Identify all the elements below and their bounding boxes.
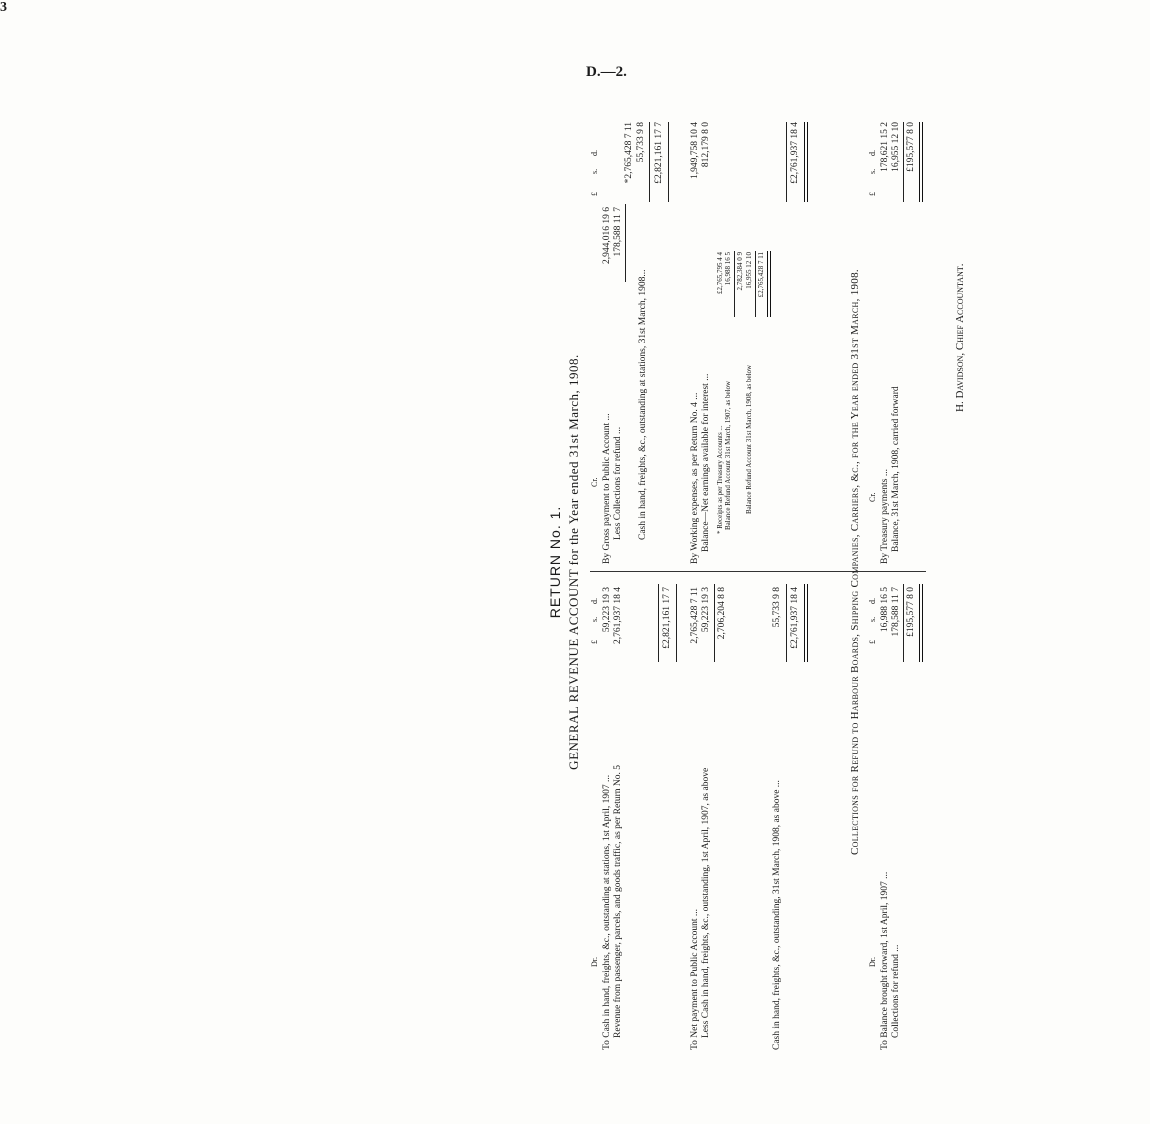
gra-left-row-5-text: Cash in hand, freights, &c., outstanding, 31st March, 1908, as above ... [772,780,782,1050]
return-title: RETURN No. 1. [547,505,563,619]
gra-right-total-1-rule [649,122,650,202]
gra-footnote-1-amount: £2,765,795 4 4 [716,252,724,294]
refund-left-total: £195,577 8 0 [906,587,916,637]
gra-left-pound-header: £ [590,640,599,644]
document-reference: D.—2. [586,64,627,80]
gra-right-row-5-amount: 812,179 8 0 [701,122,711,168]
gra-left-total-2: £2,761,937 18 4 [790,587,800,649]
gra-right-row-4-text: By Working expenses, as per Return No. 4 ... [690,392,700,564]
page-number: 3 [0,0,7,15]
gra-left-total-2-underline [804,584,808,662]
refund-left-row-1-amount: 16,988 16 5 [880,587,890,633]
refund-left-row-1-text: To Balance brought forward, 1st April, 1907 ... [880,871,890,1050]
gra-left-total-2-rule [786,584,787,662]
refund-column-divider [868,571,926,572]
refund-right-total-underline [919,122,923,202]
gra-left-row-3-amount: 2,765,428 7 11 [690,587,700,644]
gra-right-pence-header: d. [590,150,599,156]
gra-footnote-total-underline [767,251,771,317]
gra-right-total-2: £2,761,937 18 4 [790,122,800,184]
gra-footnote-1-text: * Receipts as per Treasury Accounts ... [716,425,724,534]
refund-dr-label: Dr. [868,957,877,967]
gra-footnote-rule-1 [734,251,735,317]
gra-left-total-1: £2,821,161 17 7 [662,587,672,649]
gra-left-row-2-amount: 2,761,937 18 4 [613,587,623,644]
gra-footnote-3-text: Balance Refund Account 31st March, 1908, as below [745,364,753,514]
gra-left-row-4-text: Less Cash in hand, freights, &c., outstanding, 1st April, 1907, as above [701,767,711,1038]
refund-right-row-2-amount: 16,955 12 10 [891,122,901,172]
gra-right-pound-header: £ [590,192,599,196]
gra-left-subtotal-rule [714,584,715,662]
refund-right-shilling-header: s. [868,168,877,174]
refund-right-pence-header: d. [868,150,877,156]
gra-right-row-4-amount: 1,949,758 10 4 [690,122,700,179]
refund-right-total: £195,577 8 0 [906,122,916,172]
gra-left-shilling-header: s. [590,616,599,622]
gra-left-subtotal: 2,706,204 8 8 [717,587,727,640]
gra-title: GENERAL REVENUE ACCOUNT for the Year ended 31st March, 1908. [566,354,581,770]
refund-right-row-1-text: By Treasury payments ... [880,469,890,564]
gra-footnote-2-amount: 16,988 16 5 [724,252,732,286]
gra-left-row-3-text: To Net payment to Public Account ... [690,908,700,1050]
refund-right-row-2-text: Balance, 31st March, 1908, carried forward [891,386,901,552]
gra-right-row-3-text: Cash in hand, freights, &c., outstanding at stations, 31st March, 1908... [638,269,648,540]
refund-left-row-2-amount: 178,588 11 7 [891,587,901,637]
gra-right-total-2-underline [804,122,808,202]
gra-footnote-3-amount: 16,955 12 10 [745,252,753,289]
gra-left-row-4-amount: 59,223 19 3 [701,587,711,633]
gra-right-total-1-underline [668,122,669,202]
gra-right-row-2-text: Less Collections for refund ... [613,426,623,540]
refund-left-shilling-header: s. [868,616,877,622]
gra-left-row-2-text: Revenue from passenger, parcels, and goods traffic, as per Return No. 5 [613,764,623,1038]
gra-right-row-2-amount: 178,588 11 7 [613,207,623,257]
gra-footnote-rule-2 [755,251,756,317]
gra-footnote-2-text: Balance Refund Account 31st March, 1907, as below [724,380,732,530]
refund-title: Collections for Refund to Harbour Boards, Shipping Companies, Carriers, &c., for the Year ended 31st March, 1908. [849,269,861,855]
gra-dr-label: Dr. [590,957,599,967]
refund-left-total-rule [903,584,904,662]
gra-left-total-1-rule [658,584,659,662]
refund-cr-label: Cr. [868,492,877,502]
gra-footnote-subtotal: 2,782,384 0 9 [736,252,744,291]
gra-right-row-5-text: Balance—Net earnings available for interest ... [701,373,711,552]
gra-right-total-2-rule [786,122,787,202]
refund-left-pound-header: £ [868,640,877,644]
rotated-page-content [547,62,1150,1062]
gra-right-row-3-amount: 55,733 9 8 [636,122,646,163]
gra-left-pence-header: d. [590,598,599,604]
gra-right-total-1: £2,821,161 17 7 [654,122,664,184]
refund-right-row-1-amount: 178,621 15 2 [880,122,890,172]
refund-left-total-underline [919,584,923,662]
gra-right-shilling-header: s. [590,168,599,174]
gra-footnote-total: £2,765,428 7 11 [757,252,765,298]
gra-right-row-1-amount: 2,944,016 19 6 [602,207,612,264]
gra-left-row-5-amount: 55,733 9 8 [772,587,782,628]
gra-right-row-2-net: *2,765,428 7 11 [624,122,634,184]
refund-left-row-2-text: Collections for refund ... [891,944,901,1038]
gra-left-total-1-underline [676,584,677,662]
gra-left-row-1-amount: 59,223 19 3 [602,587,612,633]
gra-right-row-1-text: By Gross payment to Public Account ... [602,413,612,564]
refund-left-pence-header: d. [868,598,877,604]
gra-cr-label: Cr. [590,477,599,487]
refund-right-pound-header: £ [868,192,877,196]
gra-column-divider [590,571,880,572]
gra-left-row-1-text: To Cash in hand, freights, &c., outstanding at stations, 1st April, 1907 ... [602,774,612,1050]
gra-right-row-2-rule [625,204,626,282]
signature-chief-accountant: H. Davidson, Chief Accountant. [954,263,966,412]
refund-right-total-rule [903,122,904,202]
